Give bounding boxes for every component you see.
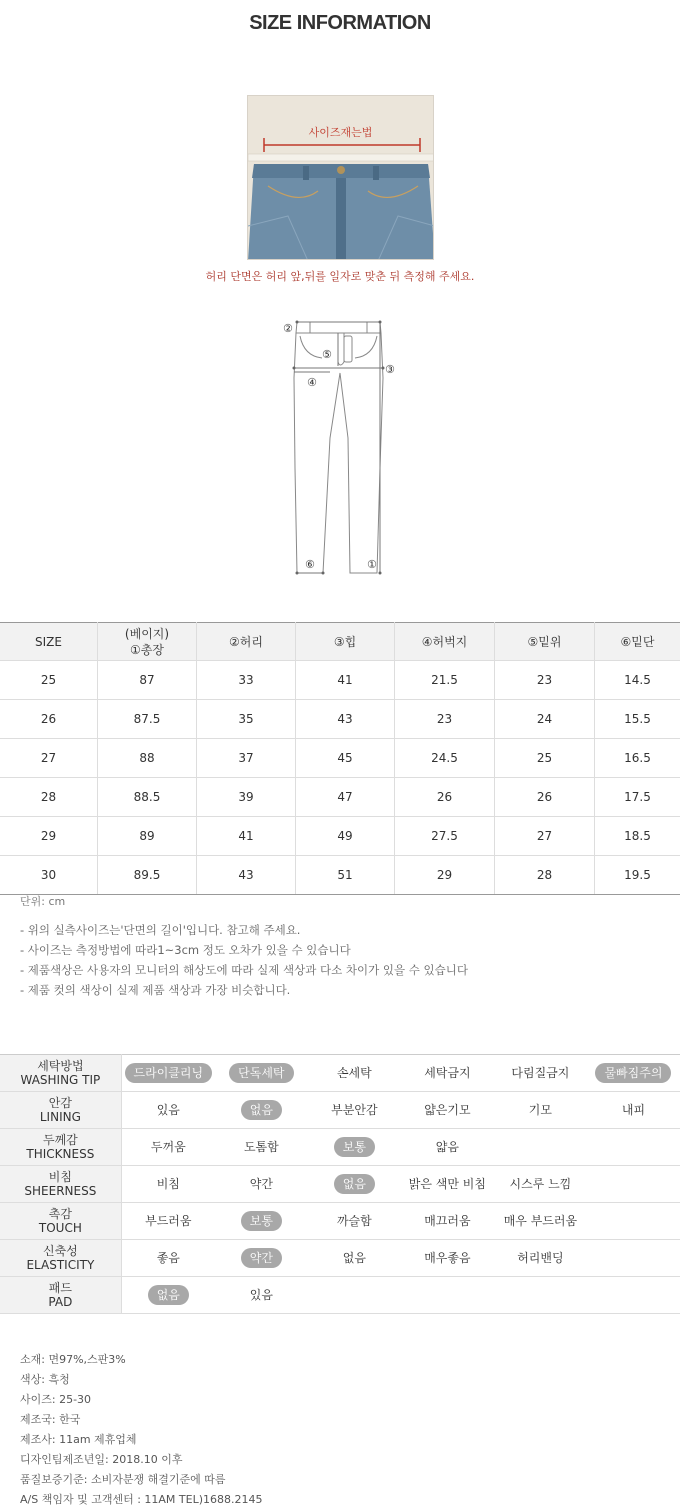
- table-row: [0, 661, 680, 700]
- fabric-option: [308, 1129, 401, 1166]
- fabric-option: [587, 1277, 680, 1314]
- option-label: 있음: [157, 1103, 180, 1117]
- info-line: 디자인팀제조년일: 2018.10 이후: [20, 1450, 263, 1470]
- fabric-option: [121, 1055, 215, 1092]
- fabric-row: [0, 1055, 680, 1092]
- table-row: [0, 856, 680, 895]
- fabric-table: [0, 1054, 680, 1314]
- note-item: - 제품색상은 사용자의 모니터의 해상도에 따라 실제 색상과 다소 차이가 있을 수 있습니다: [20, 960, 468, 980]
- fabric-option: [121, 1129, 215, 1166]
- info-line: A/S 책임자 및 고객센터 : 11AM TEL)1688.2145: [20, 1490, 263, 1510]
- table-cell: 47: [296, 778, 395, 817]
- option-label: 세탁금지: [424, 1066, 470, 1080]
- table-cell: 88.5: [98, 778, 197, 817]
- table-cell: 26: [395, 778, 495, 817]
- fabric-option: [215, 1129, 308, 1166]
- table-cell: 33: [197, 661, 296, 700]
- table-cell: 15.5: [595, 700, 680, 739]
- table-cell: 37: [197, 739, 296, 778]
- fabric-option: [121, 1166, 215, 1203]
- col-rise: ⑤밑위: [495, 623, 595, 661]
- fabric-option: [587, 1203, 680, 1240]
- selected-option-pill: 없음: [334, 1174, 375, 1194]
- fabric-option: [308, 1092, 401, 1129]
- fabric-row: [0, 1277, 680, 1314]
- fabric-option: [587, 1129, 680, 1166]
- fabric-option: [215, 1092, 308, 1129]
- table-cell: 27.5: [395, 817, 495, 856]
- table-cell: 24: [495, 700, 595, 739]
- selected-option-pill: 물빠짐주의: [595, 1063, 671, 1083]
- option-label: 까슬함: [337, 1214, 372, 1228]
- fabric-option: [587, 1240, 680, 1277]
- fabric-option: [401, 1092, 494, 1129]
- option-label: 손세탁: [337, 1066, 372, 1080]
- table-cell: 87.5: [98, 700, 197, 739]
- table-cell: 19.5: [595, 856, 680, 895]
- table-row: [0, 817, 680, 856]
- note-item: - 사이즈는 측정방법에 따라1~3cm 정도 오차가 있을 수 있습니다: [20, 940, 468, 960]
- table-cell: 87: [98, 661, 197, 700]
- note-item: - 제품 컷의 색상이 실제 제품 색상과 가장 비슷합니다.: [20, 980, 468, 1000]
- size-table-header: [0, 623, 680, 661]
- fabric-option: [215, 1240, 308, 1277]
- info-line: 소재: 면97%,스판3%: [20, 1350, 263, 1370]
- col-length: (베이지) ①총장: [98, 623, 197, 661]
- col-hip: ③힙: [296, 623, 395, 661]
- table-cell: 39: [197, 778, 296, 817]
- pants-diagram: [270, 318, 410, 587]
- table-cell: 26: [0, 700, 98, 739]
- fabric-option: [121, 1092, 215, 1129]
- unit-label: 단위: cm: [20, 893, 65, 909]
- table-cell: 88: [98, 739, 197, 778]
- info-line: 색상: 흑청: [20, 1370, 263, 1390]
- size-notes: [20, 920, 468, 1000]
- fabric-option: [215, 1166, 308, 1203]
- fabric-option: [494, 1240, 587, 1277]
- fabric-option: [215, 1203, 308, 1240]
- option-label: 비침: [157, 1177, 180, 1191]
- table-cell: 51: [296, 856, 395, 895]
- fabric-row-label: 세탁방법 WASHING TIP: [0, 1055, 121, 1092]
- table-cell: 28: [0, 778, 98, 817]
- table-row: [0, 778, 680, 817]
- option-label: 허리밴딩: [517, 1251, 563, 1265]
- table-cell: 16.5: [595, 739, 680, 778]
- fabric-option: [215, 1055, 308, 1092]
- info-line: 품질보증기준: 소비자분쟁 해결기준에 따름: [20, 1470, 263, 1490]
- table-cell: 89: [98, 817, 197, 856]
- selected-option-pill: 없음: [148, 1285, 189, 1305]
- fabric-option: [215, 1277, 308, 1314]
- option-label: 내피: [622, 1103, 645, 1117]
- fabric-option: [494, 1129, 587, 1166]
- table-cell: 35: [197, 700, 296, 739]
- table-row: [0, 739, 680, 778]
- table-cell: 29: [395, 856, 495, 895]
- marker-waist: ②: [283, 322, 293, 335]
- option-label: 매우좋음: [424, 1251, 470, 1265]
- fabric-row: [0, 1240, 680, 1277]
- photo-label: 사이즈재는법: [248, 124, 433, 140]
- marker-rise: ⑤: [322, 348, 332, 361]
- table-cell: 17.5: [595, 778, 680, 817]
- table-cell: 45: [296, 739, 395, 778]
- fabric-option: [587, 1092, 680, 1129]
- fabric-option: [401, 1203, 494, 1240]
- marker-length: ①: [367, 558, 377, 571]
- col-hem: ⑥밑단: [595, 623, 680, 661]
- fabric-option: [587, 1166, 680, 1203]
- fabric-row: [0, 1166, 680, 1203]
- measurement-note: 허리 단면은 허리 앞,뒤를 일자로 맞춘 뒤 측정해 주세요.: [0, 268, 680, 284]
- fabric-option: [494, 1055, 587, 1092]
- fabric-option: [494, 1092, 587, 1129]
- option-label: 두꺼움: [151, 1140, 186, 1154]
- option-label: 시스루 느낌: [510, 1177, 572, 1191]
- fabric-option: [494, 1203, 587, 1240]
- fabric-option: [494, 1166, 587, 1203]
- fabric-row-label: 두께감 THICKNESS: [0, 1129, 121, 1166]
- fabric-row: [0, 1092, 680, 1129]
- option-label: 도톰함: [244, 1140, 279, 1154]
- option-label: 다림질금지: [511, 1066, 569, 1080]
- product-info: [20, 1350, 263, 1510]
- fabric-option: [308, 1166, 401, 1203]
- fabric-row-label: 비침 SHEERNESS: [0, 1166, 121, 1203]
- fabric-row-label: 촉감 TOUCH: [0, 1203, 121, 1240]
- fabric-row-label: 신축성 ELASTICITY: [0, 1240, 121, 1277]
- option-label: 약간: [250, 1177, 273, 1191]
- col-size: SIZE: [0, 623, 98, 661]
- option-label: 좋음: [157, 1251, 180, 1265]
- measurement-photo: [247, 95, 434, 260]
- table-cell: 43: [296, 700, 395, 739]
- selected-option-pill: 단독세탁: [229, 1063, 293, 1083]
- pants-outline-icon: [270, 318, 410, 583]
- note-item: - 위의 실측사이즈는'단면의 길이'입니다. 참고해 주세요.: [20, 920, 468, 940]
- fabric-option: [494, 1277, 587, 1314]
- table-cell: 18.5: [595, 817, 680, 856]
- fabric-row-label: 패드 PAD: [0, 1277, 121, 1314]
- option-label: 없음: [343, 1251, 366, 1265]
- option-label: 얇음: [436, 1140, 459, 1154]
- table-cell: 27: [495, 817, 595, 856]
- selected-option-pill: 약간: [241, 1248, 282, 1268]
- table-cell: 23: [395, 700, 495, 739]
- table-row: [0, 700, 680, 739]
- option-label: 매우 부드러움: [504, 1214, 577, 1228]
- info-line: 사이즈: 25-30: [20, 1390, 263, 1410]
- col-thigh: ④허벅지: [395, 623, 495, 661]
- fabric-option: [401, 1129, 494, 1166]
- selected-option-pill: 드라이클리닝: [125, 1063, 213, 1083]
- table-cell: 43: [197, 856, 296, 895]
- page-title: SIZE INFORMATION: [0, 12, 680, 35]
- option-label: 부분안감: [331, 1103, 377, 1117]
- jeans-waist-illustration: [248, 96, 434, 260]
- table-cell: 28: [495, 856, 595, 895]
- selected-option-pill: 없음: [241, 1100, 282, 1120]
- fabric-option: [308, 1240, 401, 1277]
- fabric-option: [121, 1240, 215, 1277]
- table-cell: 89.5: [98, 856, 197, 895]
- size-table: [0, 622, 680, 895]
- option-label: 기모: [529, 1103, 552, 1117]
- fabric-row: [0, 1203, 680, 1240]
- selected-option-pill: 보통: [241, 1211, 282, 1231]
- table-cell: 26: [495, 778, 595, 817]
- option-label: 매끄러움: [424, 1214, 470, 1228]
- col-waist: ②허리: [197, 623, 296, 661]
- table-cell: 30: [0, 856, 98, 895]
- table-cell: 41: [296, 661, 395, 700]
- fabric-option: [308, 1277, 401, 1314]
- fabric-option: [401, 1055, 494, 1092]
- table-cell: 24.5: [395, 739, 495, 778]
- fabric-row: [0, 1129, 680, 1166]
- table-cell: 25: [495, 739, 595, 778]
- fabric-option: [121, 1203, 215, 1240]
- option-label: 있음: [250, 1288, 273, 1302]
- option-label: 부드러움: [145, 1214, 191, 1228]
- marker-thigh: ④: [307, 376, 317, 389]
- fabric-option: [121, 1277, 215, 1314]
- table-cell: 27: [0, 739, 98, 778]
- fabric-option: [308, 1203, 401, 1240]
- option-label: 밝은 색만 비침: [409, 1177, 486, 1191]
- marker-hip: ③: [385, 363, 395, 376]
- fabric-option: [401, 1166, 494, 1203]
- info-line: 제조국: 한국: [20, 1410, 263, 1430]
- option-label: 얇은기모: [424, 1103, 470, 1117]
- info-line: 제조사: 11am 제휴업체: [20, 1430, 263, 1450]
- fabric-option: [308, 1055, 401, 1092]
- selected-option-pill: 보통: [334, 1137, 375, 1157]
- table-cell: 25: [0, 661, 98, 700]
- table-cell: 21.5: [395, 661, 495, 700]
- table-cell: 14.5: [595, 661, 680, 700]
- fabric-row-label: 안감 LINING: [0, 1092, 121, 1129]
- table-cell: 41: [197, 817, 296, 856]
- fabric-option: [401, 1240, 494, 1277]
- table-cell: 23: [495, 661, 595, 700]
- marker-hem: ⑥: [305, 558, 315, 571]
- table-cell: 29: [0, 817, 98, 856]
- fabric-option: [401, 1277, 494, 1314]
- table-cell: 49: [296, 817, 395, 856]
- fabric-option: [587, 1055, 680, 1092]
